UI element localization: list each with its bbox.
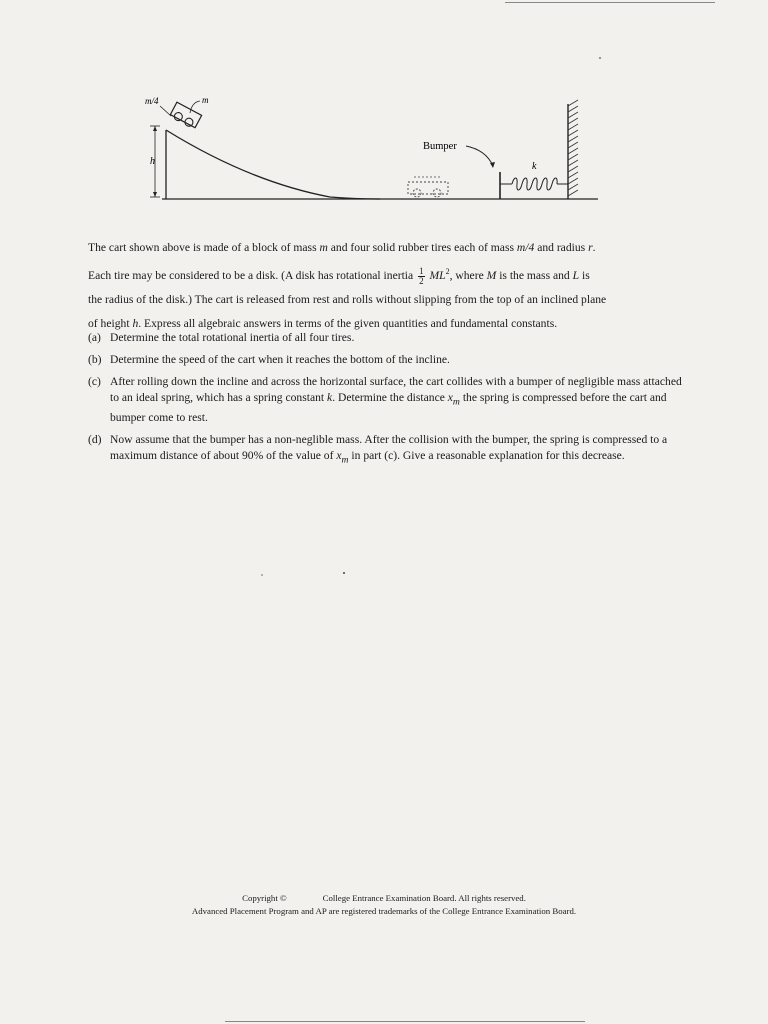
question-parts (88, 330, 688, 475)
incline-curve (166, 130, 380, 199)
block-mass-label: m (202, 95, 209, 105)
problem-line-1: The cart shown above is made of a block of mass m and four solid rubber tires each of mass m/4 and radius r. (88, 241, 596, 254)
footer-trademark: Advanced Placement Program and AP are registered trademarks of the College Entrance Examination Board. (191, 906, 577, 916)
bumper-label: Bumper (423, 141, 457, 152)
cart-at-top (169, 102, 201, 129)
part-a: (a) Determine the total rotational inertia of all four tires. (88, 331, 355, 344)
part-d: (d) Now assume that the bumper has a non-neglible mass. After the collision with the bumper, the spring is compressed to a maximum distance of about 90% of the value of $x_m$ in part (c). Give a reasonable explanation for this decrease. (88, 433, 668, 466)
footer-copyright: Copyright © College Entrance Examination Board. All rights reserved. (242, 893, 526, 903)
spring-constant-label: k (532, 161, 537, 172)
problem-statement (88, 236, 688, 336)
one-half-fraction: $\frac{1}{2}$ (419, 265, 424, 286)
tire-mass-label: m/4 (145, 96, 159, 106)
spring (512, 178, 557, 190)
height-label: h (150, 156, 155, 167)
part-b: (b) Determine the speed of the cart when it reaches the bottom of the incline. (88, 353, 450, 366)
wall-hatching (568, 100, 578, 196)
problem-line-4: of height h. Express all algebraic answers in terms of the given quantities and fundamental constants. (88, 316, 558, 330)
dashed-cart-on-ground (408, 177, 448, 197)
problem-line-2: Each tire may be considered to be a disk. (A disk has rotational inertia $\frac{1}{2}$ $ML^2$, where M is the mass and L is (88, 265, 590, 286)
scan-specks (0, 560, 768, 580)
problem-line-3: the radius of the disk.) The cart is released from rest and rolls without slipping from the top of an inclined plane (88, 292, 607, 306)
bottom-edge-line (225, 1021, 585, 1022)
part-c: (c) After rolling down the incline and across the horizontal surface, the cart collides with a bumper of negligible mass attached to an ideal spring, which has a spring constant k. Determine the distance $x_m$ the spring is compressed before the cart and bumper come to rest. (88, 375, 682, 425)
bumper-arrow (466, 146, 493, 166)
cart-incline-diagram (0, 0, 768, 220)
